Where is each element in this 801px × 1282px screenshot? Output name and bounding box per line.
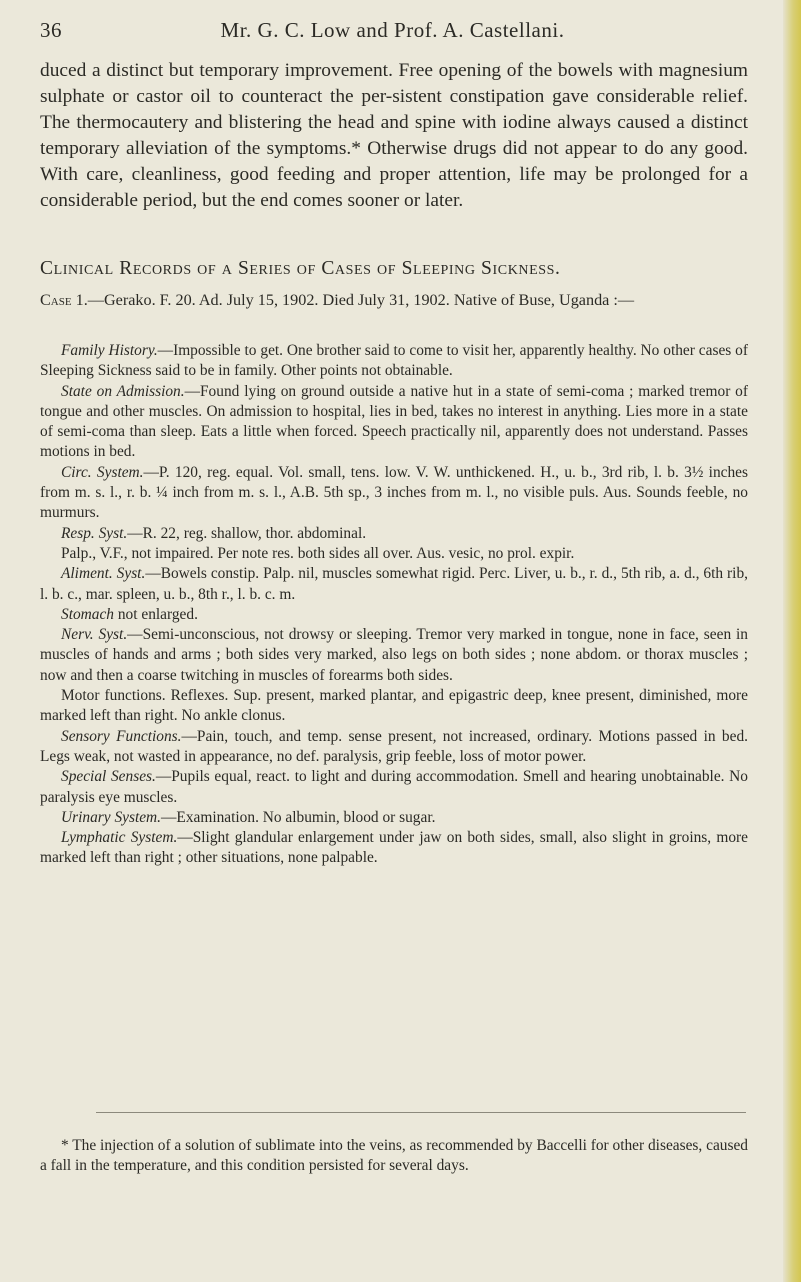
record-paragraph <box>40 382 748 463</box>
footnote-text: * The injection of a solution of sublimate into the veins, as recommended by Baccelli for other diseases, caused a fall in the temperature, and this condition persisted for several days. <box>40 1137 748 1174</box>
record-text: Motor functions. Reflexes. Sup. present, marked plantar, and epigastric deep, knee present, diminished, more marked left than right. No ankle clonus. <box>40 687 748 725</box>
record-heading: Lymphatic System. <box>61 829 178 847</box>
record-paragraph <box>40 605 748 625</box>
footnote <box>40 1136 748 1176</box>
intro-paragraph: duced a distinct but temporary improvement. Free opening of the bowels with magnesium sulphate or castor oil to counteract the per-sistent constipation gave considerable relief. The thermocautery and blistering the head and spine with iodine always caused a distinct temporary alleviation of the symptoms.* Otherwise drugs did not appear to do any good. With care, cleanliness, good feeding and proper attention, life may be prolonged for a considerable period, but the end comes sooner or later. <box>40 60 748 211</box>
record-heading: Stomach <box>61 605 115 623</box>
record-heading: Urinary System. <box>61 808 162 826</box>
record-text: Palp., V.F., not impaired. Per note res. both sides all over. Aus. vesic, no prol. expir. <box>61 544 575 562</box>
record-text: —Bowels constip. Palp. nil, muscles somewhat rigid. Perc. Liver, u. b., r. d., 5th rib, a. d., 6th rib, l. b. c., mar. spleen, u. b., 8th r., l. b. c. m. <box>40 565 748 603</box>
record-heading: Circ. System. <box>61 463 144 481</box>
record-paragraph <box>40 463 748 524</box>
page-number: 36 <box>40 18 62 42</box>
record-text: —Found lying on ground outside a native hut in a state of semi-coma ; marked tremor of tongue and other muscles. On admission to hospital, lies in bed, takes no interest in anything. Lies more in a state of semi-coma than sleep. Eats a little when forced. Speech practically nil, apparently does not understand. Passes motions in bed. <box>40 382 749 461</box>
record-paragraph <box>40 686 748 727</box>
record-text: —P. 120, reg. equal. Vol. small, tens. low. V. W. unthickened. H., u. b., 3rd rib, l. b. 3½ inches from m. s. l., r. b. ¼ inch from m. s. l., A.B. 5th sp., 3 inches from m. l., no visible puls. Aus. Sounds feeble, no murmurs. <box>40 463 748 522</box>
record-text: —R. 22, reg. shallow, thor. abdominal. <box>127 524 367 542</box>
record-text: —Impossible to get. One brother said to come to visit her, apparently healthy. No other cases of Sleeping Sickness said to be in family. Other points not obtainable. <box>40 342 748 380</box>
case-heading <box>40 290 748 311</box>
record-text: —Slight glandular enlargement under jaw on both sides, small, also slight in groins, more marked left than right ; other situations, none palpable. <box>40 829 748 867</box>
record-heading: Resp. Syst. <box>61 524 128 542</box>
running-title: Mr. G. C. Low and Prof. A. Castellani. <box>220 18 565 42</box>
record-paragraph <box>40 544 748 564</box>
clinical-record <box>40 341 748 869</box>
record-text: —Semi-unconscious, not drowsy or sleeping. Tremor very marked in tongue, none in face, seen in muscles of hands and arms ; both sides very marked, also legs on both sides ; none abdom. or thorax muscles ; now and then a coarse twitching in muscles of forearms both sides. <box>40 626 749 684</box>
record-paragraph <box>40 564 748 605</box>
record-heading: Special Senses. <box>61 768 156 786</box>
record-paragraph <box>40 808 748 828</box>
record-paragraph <box>40 727 748 768</box>
record-heading: Sensory Functions. <box>61 727 182 745</box>
record-text: not enlarged. <box>114 605 198 623</box>
page-edge <box>783 0 801 1282</box>
footnote-rule <box>96 1112 746 1113</box>
record-text: —Pupils equal, react. to light and during accommodation. Smell and hearing unobtainable. No paralysis eye muscles. <box>40 768 748 806</box>
record-heading: Nerv. Syst. <box>61 626 128 644</box>
record-paragraph <box>40 625 748 686</box>
record-heading: Family History. <box>61 342 158 359</box>
intro-text <box>40 58 748 214</box>
record-heading: Aliment. Syst. <box>61 565 146 583</box>
record-paragraph <box>40 524 748 544</box>
case-label: Case 1. <box>40 291 88 309</box>
case-details: —Gerako. F. 20. Ad. July 15, 1902. Died July 31, 1902. Native of Buse, Uganda :— <box>87 291 635 309</box>
record-heading: State on Admission. <box>61 382 185 400</box>
record-text: —Pain, touch, and temp. sense present, not increased, ordinary. Motions passed in bed. Legs weak, not wasted in appearance, no def. paralysis, grip feeble, loss of motor power. <box>40 727 748 765</box>
case-heading-paragraph <box>40 290 748 311</box>
record-text: —Examination. No albumin, blood or sugar. <box>161 808 436 826</box>
record-paragraph <box>40 341 748 382</box>
record-paragraph <box>40 767 748 808</box>
section-title: Clinical Records of a Series of Cases of Sleeping Sickness. <box>40 258 561 279</box>
record-paragraph <box>40 828 748 869</box>
